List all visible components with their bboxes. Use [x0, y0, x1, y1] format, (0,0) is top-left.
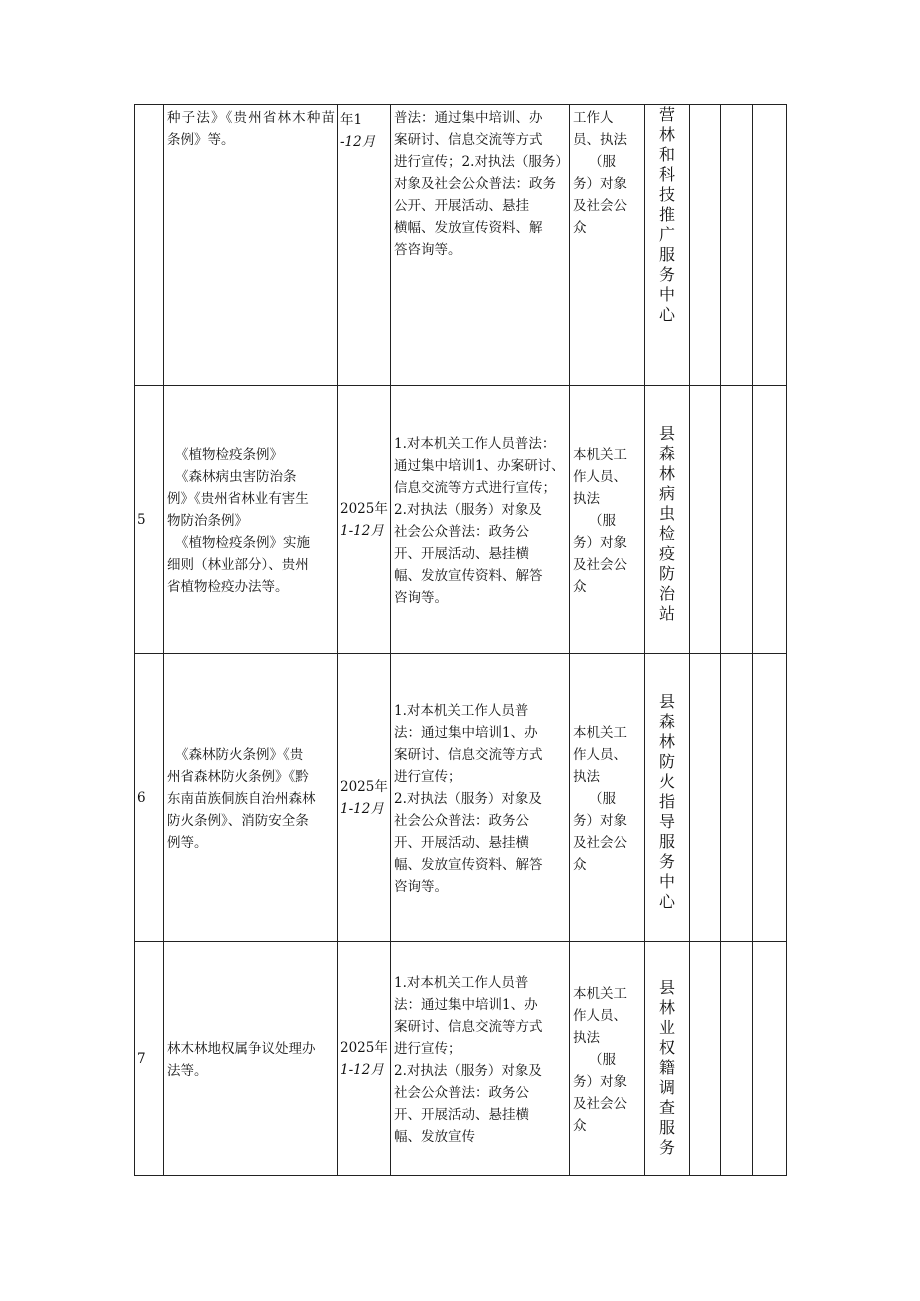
content-line: 2.对执法（服务）对象及	[394, 1062, 542, 1079]
target-line: 及社会公	[573, 834, 627, 851]
law-name-line: 省植物检疫办法等。	[167, 578, 289, 595]
time-cell	[338, 386, 391, 654]
target-line: 工作人	[573, 110, 614, 126]
row-number	[135, 105, 164, 386]
target-line: （服	[589, 512, 616, 529]
target-line: 及社会公	[573, 556, 627, 573]
target-line: 本机关工	[573, 985, 627, 1002]
target-line: （服	[589, 154, 616, 170]
content-line: 案研讨、信息交流等方式	[394, 132, 543, 148]
department-cell	[645, 942, 690, 1176]
content-line: 通过集中培训1、办案研讨、	[394, 457, 565, 474]
target-line: 执法	[573, 1029, 600, 1046]
time-year: 2025年	[340, 1039, 388, 1056]
content-line: 横幅、发放宣传资料、解	[394, 220, 543, 236]
content-line: 答咨询等。	[394, 242, 462, 258]
department-name: 县森林防火指导服务中心	[658, 692, 675, 911]
content-cell	[391, 105, 570, 386]
law-name-line: 例》《贵州省林业有害生	[167, 490, 309, 507]
target-line: 众	[573, 1117, 587, 1134]
time-year: 2025年	[340, 500, 388, 517]
blank-cell	[721, 942, 753, 1176]
blank-cell	[753, 942, 787, 1176]
content-line: 社会公众普法：政务公	[394, 812, 529, 829]
content-line: 对象及社会公众普法：政务	[394, 176, 556, 192]
target-cell	[570, 942, 645, 1176]
law-name-line: 《森林防火条例》《贵	[175, 746, 304, 763]
law-name-line: 东南苗族侗族自治州森林	[167, 790, 316, 807]
content-line: 幅、发放宣传资料、解答	[394, 856, 543, 873]
target-line: 众	[573, 220, 587, 236]
time-months: -12月	[340, 134, 376, 150]
content-cell	[391, 654, 570, 942]
law-name-line: 例等。	[167, 834, 208, 851]
department-name: 县森林病虫检疫防治站	[658, 424, 675, 623]
table-row	[135, 654, 787, 942]
content-line: 开、开展活动、悬挂横	[394, 1106, 529, 1123]
target-line: 作人员、	[573, 746, 627, 763]
target-cell	[570, 105, 645, 386]
law-name-line: 防火条例》、消防安全条	[167, 812, 309, 829]
law-name-line: 法等。	[167, 1062, 208, 1079]
target-line: （服	[589, 790, 616, 807]
law-name-text: 种子法》《贵州省林木种苗条例》等。	[167, 110, 335, 148]
blank-cell	[721, 105, 753, 386]
law-name-line: 《植物检疫条例》实施	[175, 534, 310, 551]
content-line: 信息交流等方式进行宣传；	[394, 479, 556, 496]
target-line: 及社会公	[573, 1095, 627, 1112]
content-line: 开、开展活动、悬挂横	[394, 545, 529, 562]
law-name-line: 林木林地权属争议处理办	[167, 1040, 316, 1057]
target-line: 执法	[573, 768, 600, 785]
blank-cell	[690, 386, 721, 654]
content-line: 1.对本机关工作人员普	[394, 974, 529, 991]
law-publicity-table	[134, 104, 787, 1176]
content-line: 案研讨、信息交流等方式	[394, 1018, 543, 1035]
row-number: 6	[135, 654, 164, 942]
content-line: 社会公众普法：政务公	[394, 1084, 529, 1101]
law-name-line: 物防治条例》	[167, 512, 248, 529]
law-name-cell	[164, 105, 338, 386]
time-year: 年1	[340, 112, 363, 128]
content-line: 法：通过集中培训1、办	[394, 996, 538, 1013]
target-line: 众	[573, 856, 587, 873]
content-line: 社会公众普法：政务公	[394, 523, 529, 540]
table-row	[135, 105, 787, 386]
department-name: 县林业权籍调查服务	[658, 978, 675, 1157]
target-line: 作人员、	[573, 1007, 627, 1024]
content-line: 进行宣传；2.对执法（服务）	[394, 154, 569, 170]
content-line: 幅、发放宣传资料、解答	[394, 567, 543, 584]
target-line: 及社会公	[573, 198, 627, 214]
department-cell	[645, 386, 690, 654]
time-cell	[338, 654, 391, 942]
content-line: 咨询等。	[394, 878, 448, 895]
blank-cell	[690, 105, 721, 386]
target-line: 务）对象	[573, 1073, 627, 1090]
time-year: 2025年	[340, 778, 388, 795]
content-line: 2.对执法（服务）对象及	[394, 501, 542, 518]
content-line: 开、开展活动、悬挂横	[394, 834, 529, 851]
blank-cell	[721, 386, 753, 654]
target-line: 员、执法	[573, 132, 627, 148]
target-cell	[570, 386, 645, 654]
content-line: 案研讨、信息交流等方式	[394, 746, 543, 763]
law-name-line: 细则（林业部分）、贵州	[167, 556, 309, 573]
content-line: 法：通过集中培训1、办	[394, 724, 538, 741]
law-name-line: 《植物检疫条例》	[175, 446, 283, 463]
blank-cell	[690, 654, 721, 942]
target-cell	[570, 654, 645, 942]
content-line: 幅、发放宣传	[394, 1128, 475, 1145]
content-line: 进行宣传；	[394, 1040, 462, 1057]
content-line: 咨询等。	[394, 589, 448, 606]
content-line: 2.对执法（服务）对象及	[394, 790, 542, 807]
department-name: 营林和科技推广服务中心	[658, 105, 675, 324]
law-name-line: 州省森林防火条例》《黔	[167, 768, 309, 785]
target-line: （服	[589, 1051, 616, 1068]
time-months: 1-12月	[340, 522, 384, 539]
law-name-cell	[164, 654, 338, 942]
time-cell	[338, 942, 391, 1176]
content-cell	[391, 942, 570, 1176]
content-line: 进行宣传；	[394, 768, 462, 785]
target-line: 众	[573, 578, 587, 595]
content-line: 1.对本机关工作人员普	[394, 702, 529, 719]
time-months: 1-12月	[340, 1061, 384, 1078]
content-line: 公开、开展活动、悬挂	[394, 198, 529, 214]
time-cell	[338, 105, 391, 386]
target-line: 本机关工	[573, 446, 627, 463]
target-line: 务）对象	[573, 534, 627, 551]
content-line: 普法：通过集中培训、办	[394, 110, 543, 126]
table-row	[135, 942, 787, 1176]
target-line: 本机关工	[573, 724, 627, 741]
department-cell	[645, 654, 690, 942]
law-name-line: 《森林病虫害防治条	[175, 468, 297, 485]
blank-cell	[721, 654, 753, 942]
blank-cell	[753, 654, 787, 942]
target-line: 务）对象	[573, 176, 627, 192]
content-line: 1.对本机关工作人员普法：	[394, 435, 556, 452]
law-name-cell	[164, 942, 338, 1176]
blank-cell	[753, 386, 787, 654]
target-line: 务）对象	[573, 812, 627, 829]
row-number: 7	[135, 942, 164, 1176]
department-cell	[645, 105, 690, 386]
content-cell	[391, 386, 570, 654]
row-number: 5	[135, 386, 164, 654]
table-row	[135, 386, 787, 654]
target-line: 作人员、	[573, 468, 627, 485]
law-name-cell	[164, 386, 338, 654]
time-months: 1-12月	[340, 800, 384, 817]
blank-cell	[753, 105, 787, 386]
target-line: 执法	[573, 490, 600, 507]
blank-cell	[690, 942, 721, 1176]
